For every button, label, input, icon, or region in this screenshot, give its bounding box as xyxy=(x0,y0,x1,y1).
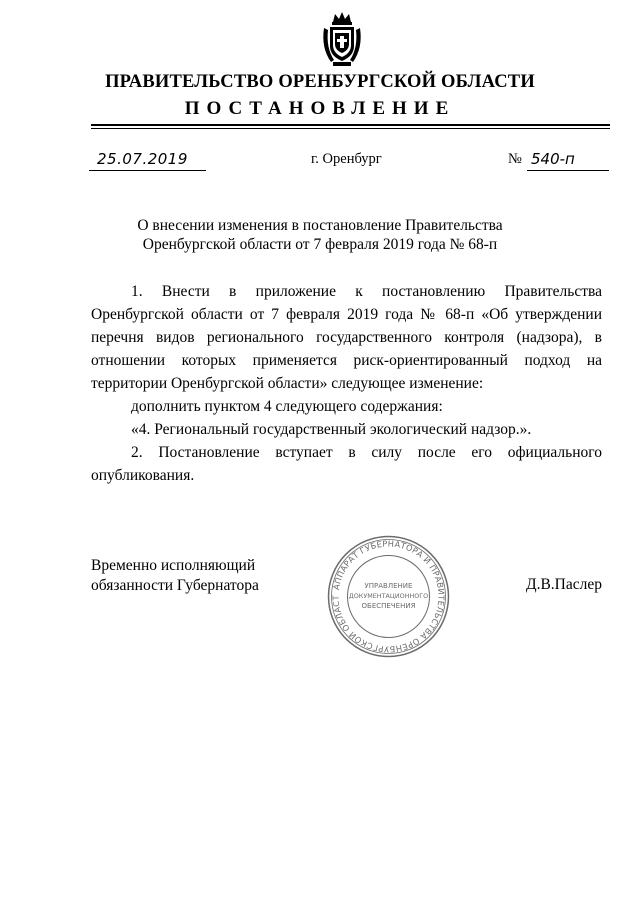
position-line-2: обязанности Губернатора xyxy=(91,576,259,594)
number-sign: № xyxy=(508,151,522,167)
stamp-center-line-2: ДОКУМЕНТАЦИОННОГО xyxy=(348,592,429,600)
subject-line-1: О внесении изменения в постановление Правительства xyxy=(137,217,503,234)
official-stamp xyxy=(326,534,451,659)
date-field xyxy=(89,150,206,171)
document-type-heading: ПОСТАНОВЛЕНИЕ xyxy=(184,98,456,119)
subject-line-2: Оренбургской области от 7 февраля 2019 года № 68-п xyxy=(142,236,498,253)
stamp-center-line-3: ОБЕСПЕЧЕНИЯ xyxy=(361,602,416,610)
document-body xyxy=(91,280,602,487)
paragraph-4: 2. Постановление вступает в силу после его официального опубликования. xyxy=(91,444,602,484)
city-label: г. Оренбург xyxy=(311,151,382,167)
coat-of-arms-icon xyxy=(321,12,363,67)
paragraph-3: «4. Региональный государственный экологический надзор.». xyxy=(131,421,532,438)
handwritten-number: 540-п xyxy=(531,150,575,168)
signatory-position xyxy=(91,556,259,595)
paragraph-2: дополнить пунктом 4 следующего содержания: xyxy=(131,398,443,415)
document-subject xyxy=(0,216,640,254)
signatory-name: Д.В.Паслер xyxy=(526,576,602,593)
government-title: ПРАВИТЕЛЬСТВО ОРЕНБУРГСКОЙ ОБЛАСТИ xyxy=(105,72,535,92)
paragraph-1: 1. Внести в приложение к постановлению Правительства Оренбургской области от 7 февраля 2019 года № 68-п «Об утверждении перечня видов регионального государственного контроля (надзора), в отношении которых применяется риск-ориентированный подход на территории Оренбургской области» следующее изменение: xyxy=(91,283,602,392)
stamp-center-line-1: УПРАВЛЕНИЕ xyxy=(364,582,413,590)
stamp-ring-text: АППАРАТ ГУБЕРНАТОРА И ПРАВИТЕЛЬСТВА ОРЕНБУРГСКОЙ ОБЛАСТ xyxy=(330,538,447,655)
header-rule-thin xyxy=(91,128,610,129)
header-rule xyxy=(91,124,610,126)
number-field xyxy=(527,150,609,171)
handwritten-date: 25.07.2019 xyxy=(97,150,188,168)
position-line-1: Временно исполняющий xyxy=(91,557,256,574)
